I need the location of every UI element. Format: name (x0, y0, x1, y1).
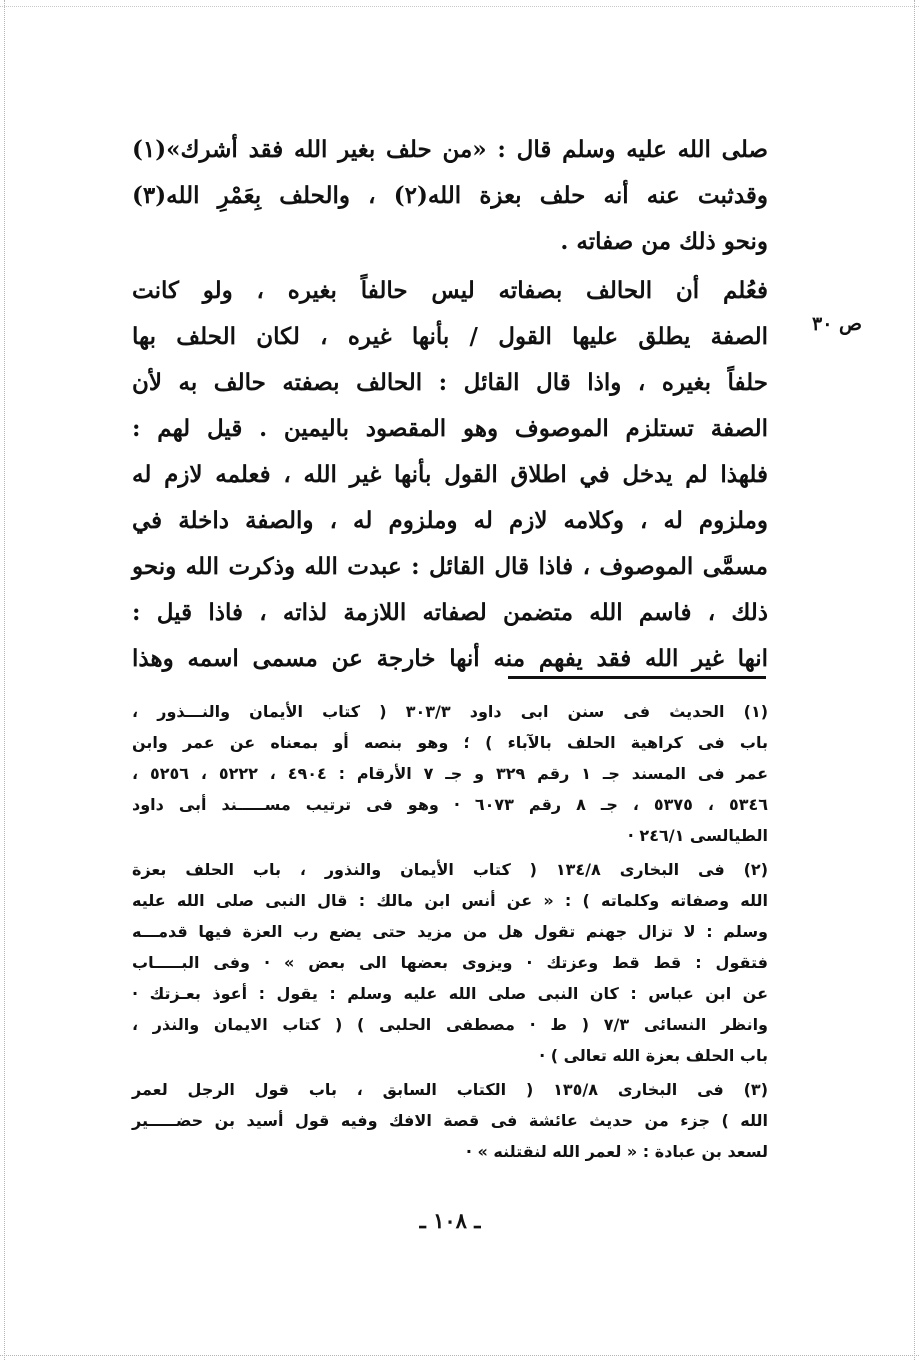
page-number: ـ ١٠٨ ـ (419, 1208, 481, 1233)
margin-page-reference: ص ٣٠ (812, 313, 863, 335)
footnote-line: (٣) فى البخارى ١٣٥/٨ ( الكتاب السابق ، باب قول الرجل لعمر (132, 1080, 768, 1099)
page-edge-right (914, 0, 915, 1360)
text-line: وقدثبت عنه أنه حلف بعزة الله(٢) ، والحلف بِعَمْرِ الله(٣) (132, 182, 768, 209)
footnote-1 (132, 696, 768, 851)
page-edge-left (4, 0, 5, 1360)
text-line: الصفة تستلزم الموصوف وهو المقصود باليمين . قيل لهم : (132, 415, 768, 442)
footnotes (132, 696, 768, 1167)
text-line: الصفة يطلق عليها القول / بأنها غيره ، لكان الحلف بها (132, 323, 768, 350)
text-line: انها غير الله فقد يفهم منه أنها خارجة عن مسمى اسمه وهذا (132, 645, 768, 672)
footnote-line: وانظر النسائى ٧/٣ ( ط · مصطفى الحلبى ) ( كتاب الايمان والنذر ، (132, 1015, 769, 1034)
footnote-line: وسلم : لا تزال جهنم تقول هل من مزيد حتى يضع رب العزة فيها قدمـــه (132, 922, 768, 941)
text-line: ونحو ذلك من صفاته . (560, 228, 768, 255)
footnote-line: فتقول : قط قط وعزتك · ويزوى بعضها الى بعض » · وفى البـــــاب (132, 953, 768, 972)
text-line: فلهذا لم يدخل في اطلاق القول بأنها غير الله ، فعلمه لازم له (132, 461, 768, 488)
footnote-line: عمر فى المسند جـ ١ رقم ٣٢٩ و جـ ٧ الأرقام : ٤٩٠٤ ، ٥٢٢٢ ، ٥٢٥٦ ، (132, 764, 769, 783)
footnote-line: (١) الحديث فى سنن ابى داود ٣٠٣/٣ ( كتاب الأيمان والنـــذور ، (132, 702, 769, 721)
footnote-line: عن ابن عباس : كان النبى صلى الله عليه وسلم : يقول : أعوذ بعـزتك · (132, 984, 768, 1003)
text-line: مسمَّى الموصوف ، فاذا قال القائل : عبدت الله وذكرت الله ونحو (132, 553, 768, 580)
footnote-line: ٥٣٤٦ ، ٥٣٧٥ ، جـ ٨ رقم ٦٠٧٣ · وهو فى ترتيب مســـــند أبى داود (132, 795, 768, 814)
footnote-separator-rule (508, 676, 766, 679)
footnote-line: الطيالسى ٢٤٦/١ · (627, 826, 768, 845)
paragraph-1 (132, 127, 768, 265)
page-edge-bottom (0, 1355, 919, 1356)
text-line: فعُلم أن الحالف بصفاته ليس حالفاً بغيره ، ولو كانت (132, 277, 768, 304)
footnote-line: باب فى كراهية الحلف بالآباء ) ؛ وهو بنصه أو بمعناه عن عمر وابن (132, 733, 768, 752)
footnote-line: لسعد بن عبادة : « لعمر الله لنقتلنه » · (465, 1142, 768, 1161)
page-edge-top (0, 6, 919, 7)
footnote-2 (132, 854, 768, 1071)
footnote-line: الله وصفاته وكلماته ) : « عن أنس ابن مالك : قال النبى صلى الله عليه (132, 891, 768, 910)
footnote-line: (٢) فى البخارى ١٣٤/٨ ( كتاب الأيمان والنذور ، باب الحلف بعزة (132, 860, 768, 879)
text-line: حلفاً بغيره ، واذا قال القائل : الحالف بصفته حالف به لأن (132, 369, 768, 396)
footnote-line: باب الحلف بعزة الله تعالى ) · (539, 1046, 768, 1065)
text-line: وملزوم له ، وكلامه لازم له وملزوم له ، والصفة داخلة في (132, 507, 768, 534)
footnote-line: الله ) جزء من حديث عائشة فى قصة الافك وفيه قول أسيد بن حضـــــير (132, 1111, 768, 1130)
text-line: ذلك ، فاسم الله متضمن لصفاته اللازمة لذاته ، فاذا قيل : (132, 599, 768, 626)
text-line: صلى الله عليه وسلم قال : «من حلف بغير الله فقد أشرك»(١) (132, 136, 768, 163)
paragraph-2 (132, 268, 768, 682)
footnote-3 (132, 1074, 768, 1167)
